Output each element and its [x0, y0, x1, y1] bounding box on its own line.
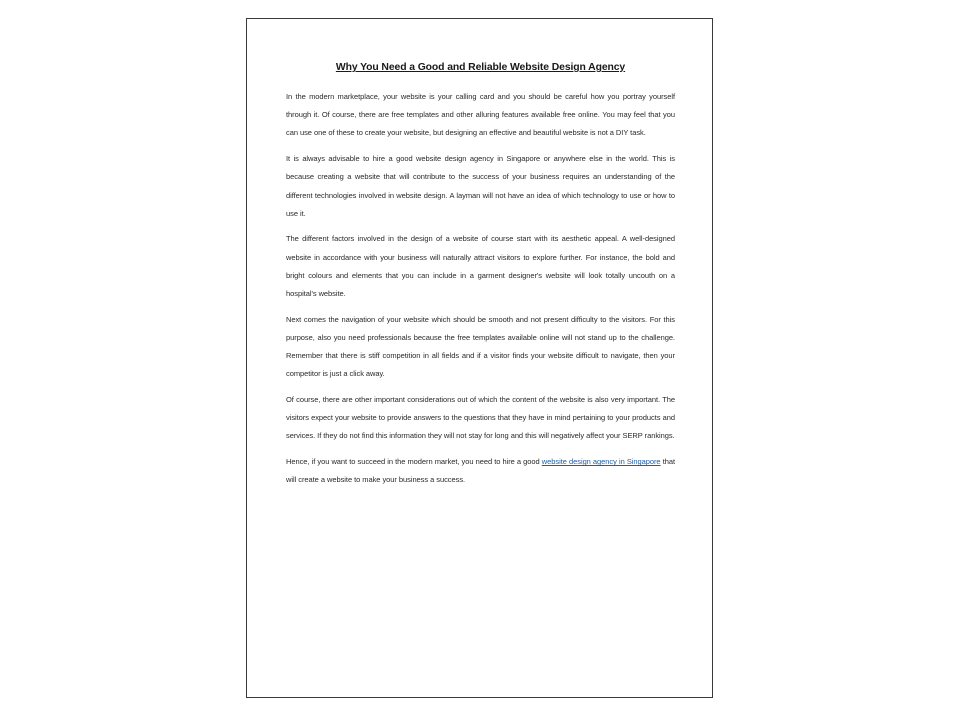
document-page [246, 18, 713, 698]
document-content [286, 62, 675, 497]
paragraph-3: The different factors involved in the design of a website of course start with its aesthetic appeal. A well-designed website in accordance with your business will naturally attract visitors to explore further. For instance, the bold and bright colours and elements that you can include in a garment designer's website will look totally uncouth on a hospital's website. [286, 234, 675, 299]
closing-text-after-link: that will create a website to make your business a success. [286, 457, 676, 485]
paragraph-1: In the modern marketplace, your website is your calling card and you should be careful how you portray yourself through it. Of course, there are free templates and other alluring features available free online. You may feel that you can use one of these to create your website, but designing an effective and beautiful website is not a DIY task. [286, 92, 675, 138]
closing-text-before-link: Hence, if you want to succeed in the modern market, you need to hire a good [286, 457, 542, 467]
website-design-agency-link[interactable]: website design agency in Singapore [541, 457, 661, 467]
document-title: Why You Need a Good and Reliable Website Design Agency [335, 62, 626, 73]
paragraph-2: It is always advisable to hire a good website design agency in Singapore or anywhere else in the world. This is because creating a website that will contribute to the success of your business requires an understanding of the different technologies involved in website design. A layman will not have an idea of which technology to use or how to use it. [286, 154, 675, 218]
closing-paragraph [286, 453, 675, 489]
paragraph-4: Next comes the navigation of your website which should be smooth and not present difficulty to the visitors. For this purpose, also you need professionals because the free templates available online will not stand up to the challenge. Remember that there is stiff competition in all fields and if a visitor finds your website difficult to navigate, then your competitor is just a click away. [286, 314, 675, 379]
paragraph-5: Of course, there are other important considerations out of which the content of the website is also very important. The visitors expect your website to provide answers to the questions that they have in mind pertaining to your products and services. If they do not find this information they will not stay for long and this will negatively affect your SERP rankings. [286, 395, 675, 441]
